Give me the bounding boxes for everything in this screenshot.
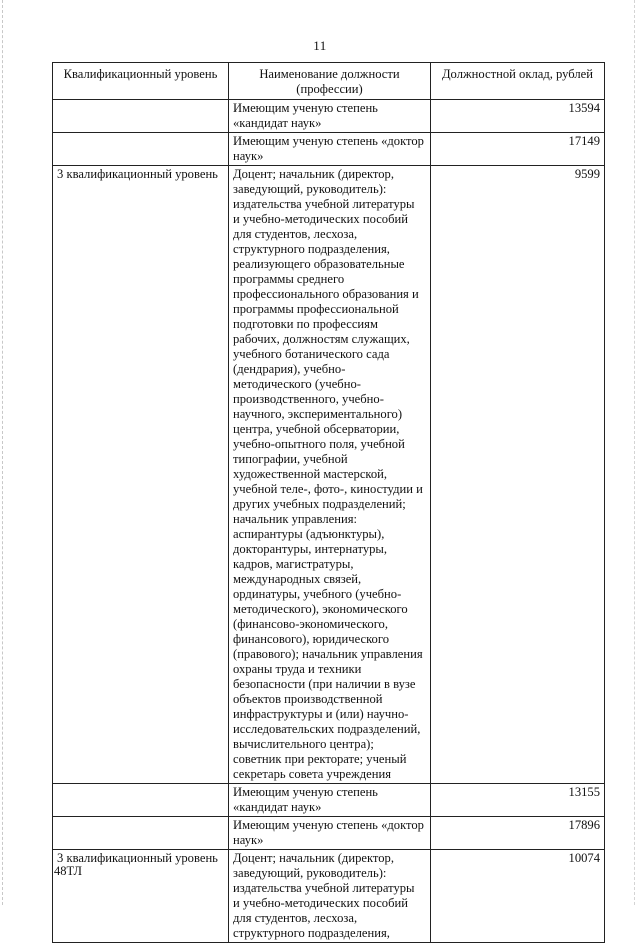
cell-level (53, 817, 229, 850)
table-row (53, 133, 605, 166)
cell-salary: 9599 (431, 166, 605, 784)
salary-table (52, 62, 605, 943)
cell-level (53, 100, 229, 133)
header-qualification-level: Квалификационный уровень (53, 63, 229, 100)
cell-salary: 10074 (431, 850, 605, 943)
cell-level (53, 133, 229, 166)
table-body (53, 100, 605, 943)
cell-level (53, 784, 229, 817)
scan-edge-left (2, 0, 4, 905)
page-number: 11 (313, 38, 327, 53)
cell-salary: 17896 (431, 817, 605, 850)
cell-level: 3 квалификационный уровень (53, 166, 229, 784)
cell-salary: 13594 (431, 100, 605, 133)
cell-position: Имеющим ученую степень «доктор наук» (229, 133, 431, 166)
header-position-name: Наименование должности (профессии) (229, 63, 431, 100)
header-salary: Должностной оклад, рублей (431, 63, 605, 100)
table-row (53, 784, 605, 817)
table-row (53, 850, 605, 943)
cell-position: Имеющим ученую степень «кандидат наук» (229, 784, 431, 817)
cell-position: Имеющим ученую степень «доктор наук» (229, 817, 431, 850)
cell-position: Имеющим ученую степень «кандидат наук» (229, 100, 431, 133)
scan-edge-right (634, 0, 636, 905)
cell-level: 3 квалификационный уровень (53, 850, 229, 943)
cell-salary: 13155 (431, 784, 605, 817)
document-code: 48ТЛ (54, 864, 82, 878)
table-row (53, 166, 605, 784)
table-header (53, 63, 605, 100)
table-header-row (53, 63, 605, 100)
table-row (53, 817, 605, 850)
cell-position: Доцент; начальник (директор, заведующий, руководитель): издательства учебной литературы и учебно-методических пособий для студентов, лесхоза, структурного подразделения, реализующего образовательные программы среднего профессионального образования и программы профессиональной подготовки по профессиям рабочих, должностям служащих, учебного ботанического сада (дендрария), учебно- методического (учебно- производственного, учебно- научного, экспериментального) центра, учебной обсерватории, учебно-опытного поля, учебной типографии, учебной художественной мастерской, учебной теле-, фото-, киностудии и других учебных подразделений; начальник управления: аспирантуры (адъюнктуры), докторантуры, интернатуры, кадров, магистратуры, международных связей, ординатуры, учебного (учебно- методического), экономического (финансово-экономического, финансового), юридического (правового); начальник управления охраны труда и техники безопасности (при наличии в вузе объектов производственной инфраструктуры и (или) научно- исследовательских подразделений, вычислительного центра); советник при ректорате; ученый секретарь совета учреждения (229, 166, 431, 784)
cell-salary: 17149 (431, 133, 605, 166)
cell-position: Доцент; начальник (директор, заведующий, руководитель): издательства учебной литературы и учебно-методических пособий для студентов, лесхоза, структурного подразделения, (229, 850, 431, 943)
table-row (53, 100, 605, 133)
